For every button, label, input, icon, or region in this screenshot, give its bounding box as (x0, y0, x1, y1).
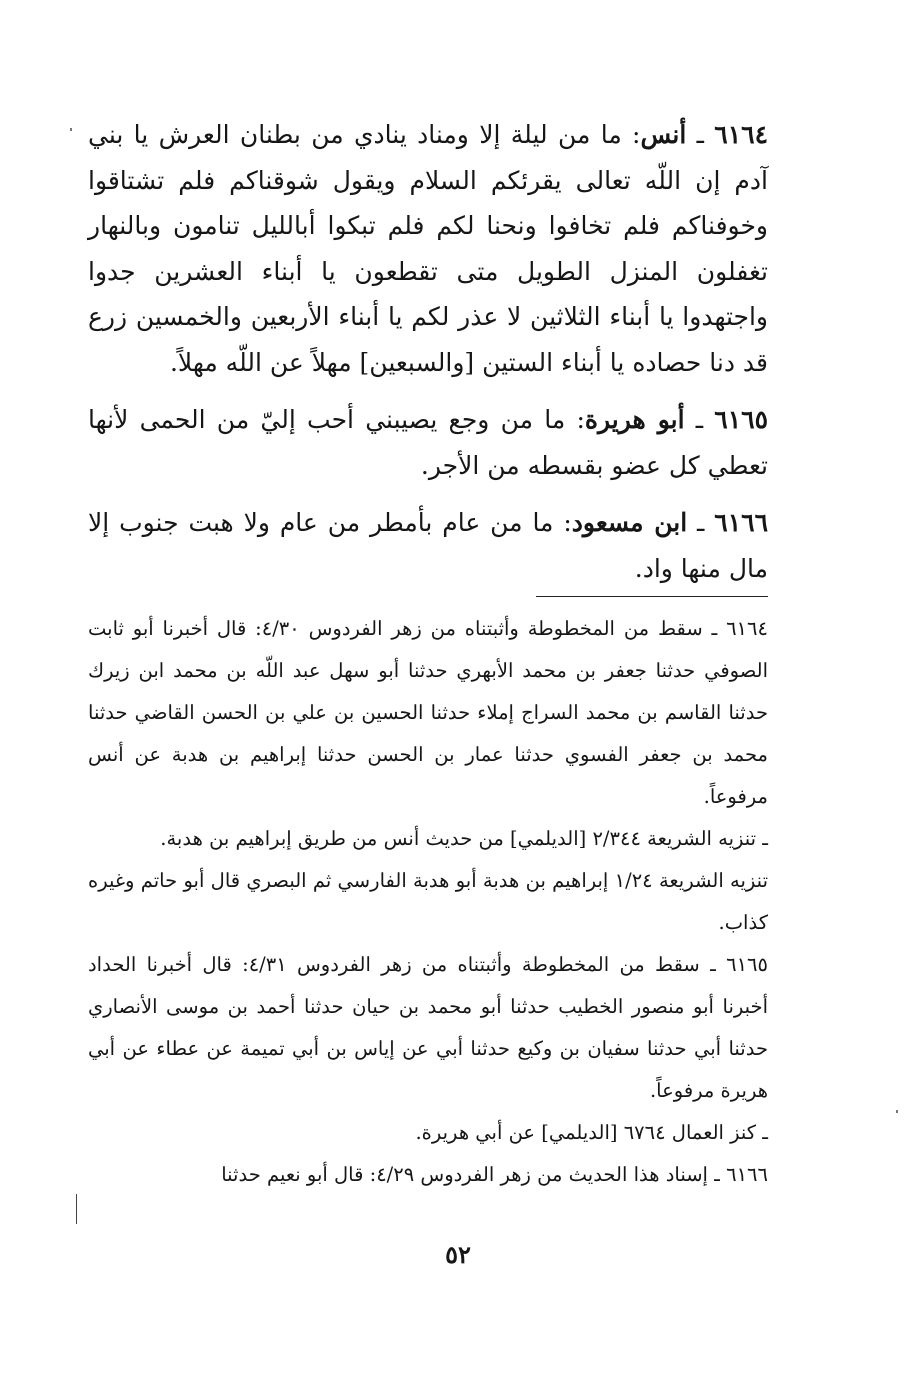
footnote-tanzih-1: ـ تنزيه الشريعة ٢/٣٤٤ [الديلمي] من حديث أنس من طريق إبراهيم بن هدبة. (160, 827, 768, 850)
scan-speck (70, 128, 72, 131)
narrator-name: أنس (640, 120, 687, 149)
scan-speck (896, 1110, 898, 1113)
margin-bracket-mark (76, 1194, 85, 1224)
footnotes (88, 608, 768, 1196)
narrator-name: أبو هريرة (584, 405, 685, 434)
footnote-separator (536, 596, 768, 597)
entry-number: ٦١٦٤ (714, 120, 768, 149)
entry-number: ٦١٦٦ (714, 508, 768, 537)
narrator-name: ابن مسعود (571, 508, 688, 537)
entry-text: : ما من ليلة إلا ومناد ينادي من بطنان العرش يا بني آدم إن اللّه تعالى يقرئكم السلام ويقول شوقناكم فلم تشتاقوا وخوفناكم فلم تخافوا ونحنا لكم فلم تبكوا أبالليل تنامون وبالنهار تغفلون المنزل الطويل متى تقطعون يا أبناء العشرين جدوا واجتهدوا يا أبناء الثلاثين لا عذر لكم يا أبناء الأربعين والخمسين زرع قد دنا حصاده يا أبناء الستين [والسبعين] مهلاً عن اللّه مهلاً. (88, 120, 768, 377)
entry-text: : ما من وجع يصيبني أحب إليّ من الحمى لأنها تعطي كل عضو بقسطه من الأجر. (88, 405, 768, 480)
main-text (88, 112, 768, 603)
footnote-kanz: ـ كنز العمال ٦٧٦٤ [الديلمي] عن أبي هريرة. (415, 1121, 768, 1144)
page-number: ٥٢ (445, 1240, 471, 1269)
hadith-entry-6164: ٦١٦٤ ـ أنس: ما من ليلة إلا ومناد ينادي من بطنان العرش يا بني آدم إن اللّه تعالى يقرئكم السلام ويقول شوقناكم فلم تشتاقوا وخوفناكم فلم تخافوا ونحنا لكم فلم تبكوا أبالليل تنامون وبالنهار تغفلون المنزل الطويل متى تقطعون يا أبناء العشرين جدوا واجتهدوا يا أبناء الثلاثين لا عذر لكم يا أبناء الأربعين والخمسين زرع قد دنا حصاده يا أبناء الستين [والسبعين] مهلاً عن اللّه مهلاً. (88, 120, 768, 377)
hadith-entry-6165: ٦١٦٥ ـ أبو هريرة: ما من وجع يصيبني أحب إليّ من الحمى لأنها تعطي كل عضو بقسطه من الأجر. (88, 405, 768, 480)
footnote-6166: ٦١٦٦ ـ إسناد هذا الحديث من زهر الفردوس ٤/٢٩: قال أبو نعيم حدثنا (221, 1163, 768, 1186)
footnote-6164: ٦١٦٤ ـ سقط من المخطوطة وأثبتناه من زهر الفردوس ٤/٣٠: قال أخبرنا أبو ثابت الصوفي حدثنا جعفر بن محمد الأبهري حدثنا أبو سهل عبد اللّه بن محمد ابن زيرك حدثنا القاسم بن محمد السراج إملاء حدثنا الحسين بن علي بن الحسن القاضي حدثنا محمد بن جعفر الفسوي حدثنا عمار بن الحسن حدثنا إبراهيم بن هدبة عن أنس مرفوعاً. (88, 617, 768, 808)
footnote-6165: ٦١٦٥ ـ سقط من المخطوطة وأثبتناه من زهر الفردوس ٤/٣١: قال أخبرنا الحداد أخبرنا أبو منصور الخطيب حدثنا أبو محمد بن حيان حدثنا أحمد بن موسى الأنصاري حدثنا أبي حدثنا سفيان بن وكيع حدثنا أبي عن إياس بن أبي تميمة عن عطاء عن أبي هريرة مرفوعاً. (88, 953, 768, 1102)
hadith-entry-6166: ٦١٦٦ ـ ابن مسعود: ما من عام بأمطر من عام ولا هبت جنوب إلا مال منها واد. (88, 508, 768, 583)
entry-text: : ما من عام بأمطر من عام ولا هبت جنوب إلا مال منها واد. (88, 508, 768, 583)
entry-number: ٦١٦٥ (714, 405, 768, 434)
footnote-tanzih-2: تنزيه الشريعة ١/٢٤ إبراهيم بن هدبة أبو هدبة الفارسي ثم البصري قال أبو حاتم وغيره كذاب. (88, 869, 768, 934)
